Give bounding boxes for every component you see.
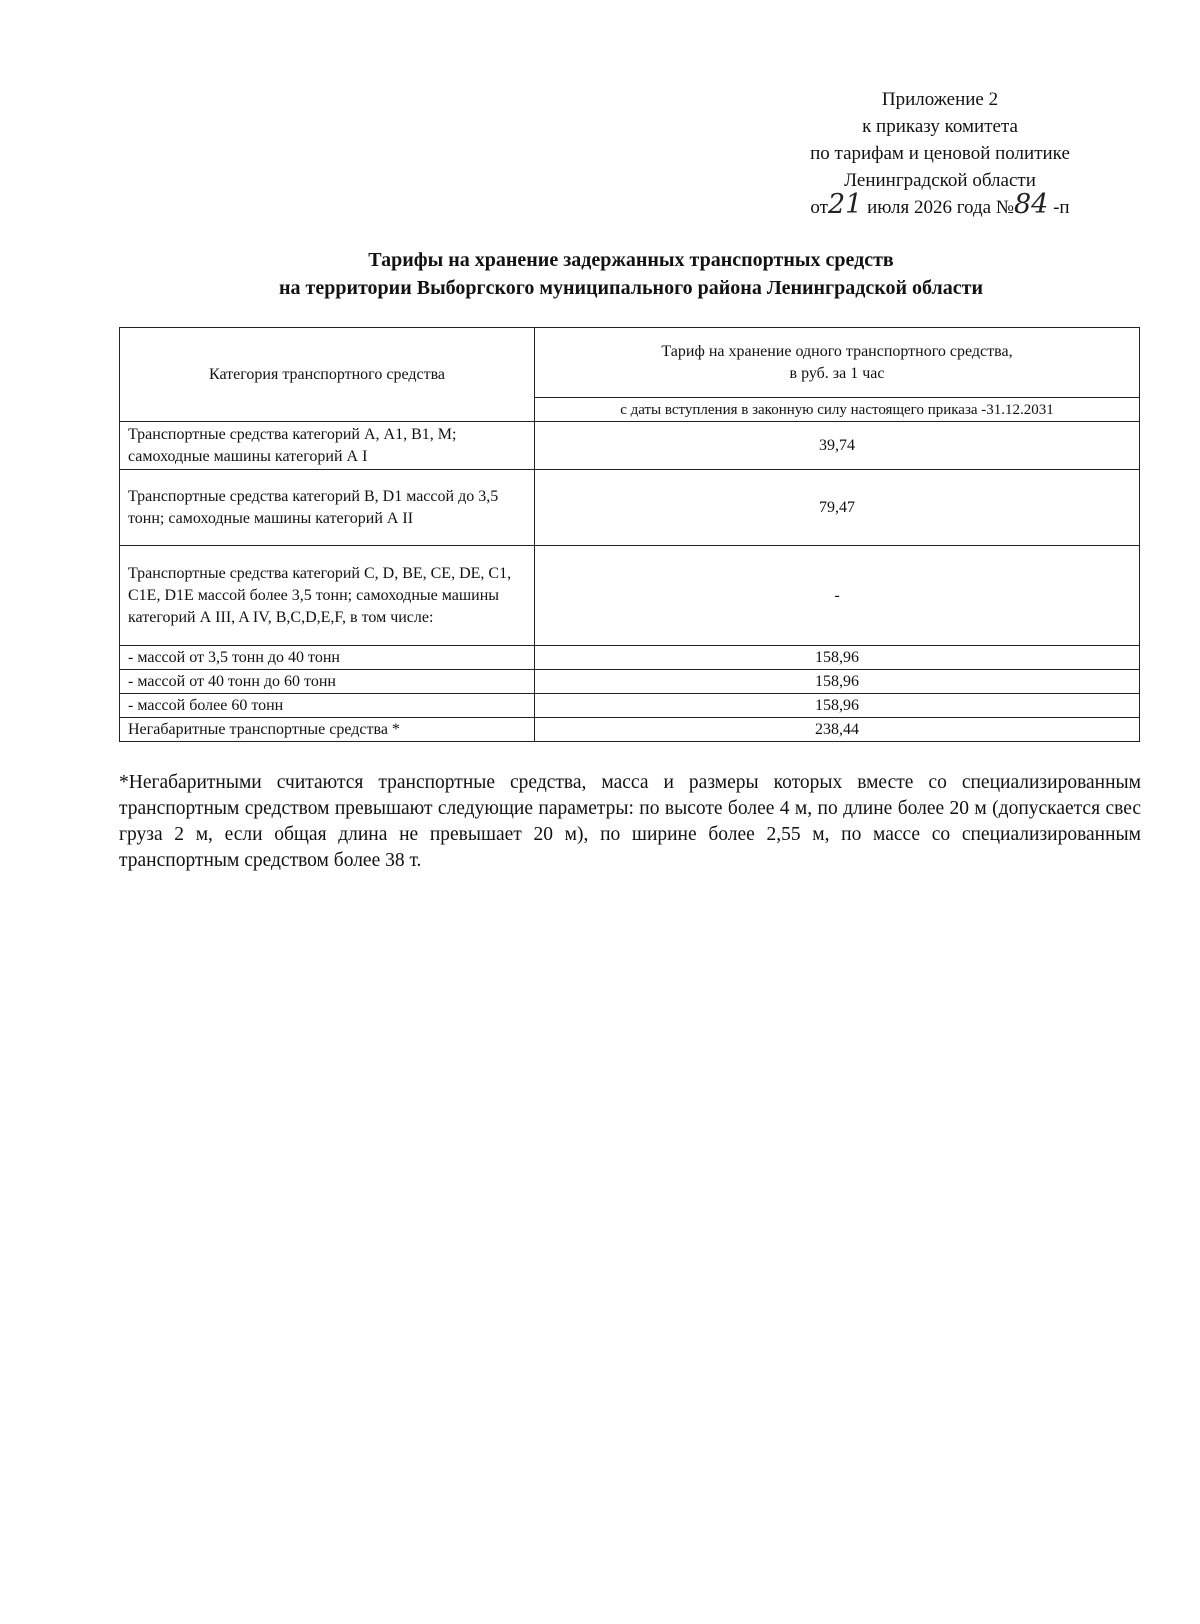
order-number-handwritten: 84 [1013, 189, 1049, 220]
document-title-line-1: Тарифы на хранение задержанных транспортных средств [368, 249, 894, 271]
tariff-column-header [535, 328, 1140, 398]
tariff-table [119, 327, 1140, 742]
category-cell: Транспортные средства категорий А, А1, В1, М; самоходные машины категорий А I [120, 422, 535, 470]
table-row [120, 470, 1140, 546]
table-header-row [120, 328, 1140, 398]
table-row [120, 546, 1140, 646]
footnote: *Негабаритными считаются транспортные средства, масса и размеры которых вместе со специализированным транспортным средством превышают следующие параметры: по высоте более 4 м, по длине более 20 м (допускается свес груза 2 м, если общая длина не превышает 20 м), по ширине более 2,55 м, по массе со специализированным транспортным средством более 38 т. [119, 772, 1141, 871]
tariff-value-cell: 158,96 [535, 670, 1140, 694]
tariff-column-header-line-1: Тариф на хранение одного транспортного средства, [661, 342, 1013, 360]
category-cell: Транспортные средства категорий C, D, BE, CE, DE, C1, C1E, D1E массой более 3,5 тонн; самоходные машины категорий А III, A IV, B,C,D,E,F, в том числе: [120, 546, 535, 646]
appendix-to-order: к приказу комитета [862, 116, 1018, 137]
appendix-label: Приложение 2 [881, 89, 999, 110]
table-row [120, 422, 1140, 470]
category-cell: Негабаритные транспортные средства * [120, 718, 535, 742]
appendix-region: Ленинградской области [844, 170, 1036, 191]
table-row [120, 646, 1140, 670]
category-cell: - массой от 3,5 тонн до 40 тонн [120, 646, 535, 670]
order-day-handwritten: 21 [827, 189, 863, 220]
appendix-committee: по тарифам и ценовой политике [810, 143, 1070, 164]
order-prefix: от [810, 197, 828, 218]
document-title [120, 246, 1142, 302]
tariff-column-header-line-2: в руб. за 1 час [789, 364, 885, 382]
tariff-value-cell: 158,96 [535, 694, 1140, 718]
period-header: с даты вступления в законную силу настоящего приказа -31.12.2031 [535, 398, 1140, 422]
document-title-line-2: на территории Выборгского муниципального района Ленинградской области [279, 277, 983, 299]
order-suffix: -п [1053, 197, 1070, 218]
category-column-header: Категория транспортного средства [120, 328, 535, 422]
tariff-value-cell: 238,44 [535, 718, 1140, 742]
tariff-value-cell: 79,47 [535, 470, 1140, 546]
order-month-year: июля 2026 года № [867, 197, 1014, 218]
category-cell: - массой от 40 тонн до 60 тонн [120, 670, 535, 694]
table-row [120, 670, 1140, 694]
appendix-header [760, 86, 1120, 221]
tariff-value-cell: 158,96 [535, 646, 1140, 670]
table-row [120, 718, 1140, 742]
category-cell: - массой более 60 тонн [120, 694, 535, 718]
tariff-value-cell: 39,74 [535, 422, 1140, 470]
order-reference [760, 189, 1120, 221]
category-cell: Транспортные средства категорий В, D1 массой до 3,5 тонн; самоходные машины категорий А II [120, 470, 535, 546]
tariff-value-cell: - [535, 546, 1140, 646]
table-row [120, 694, 1140, 718]
